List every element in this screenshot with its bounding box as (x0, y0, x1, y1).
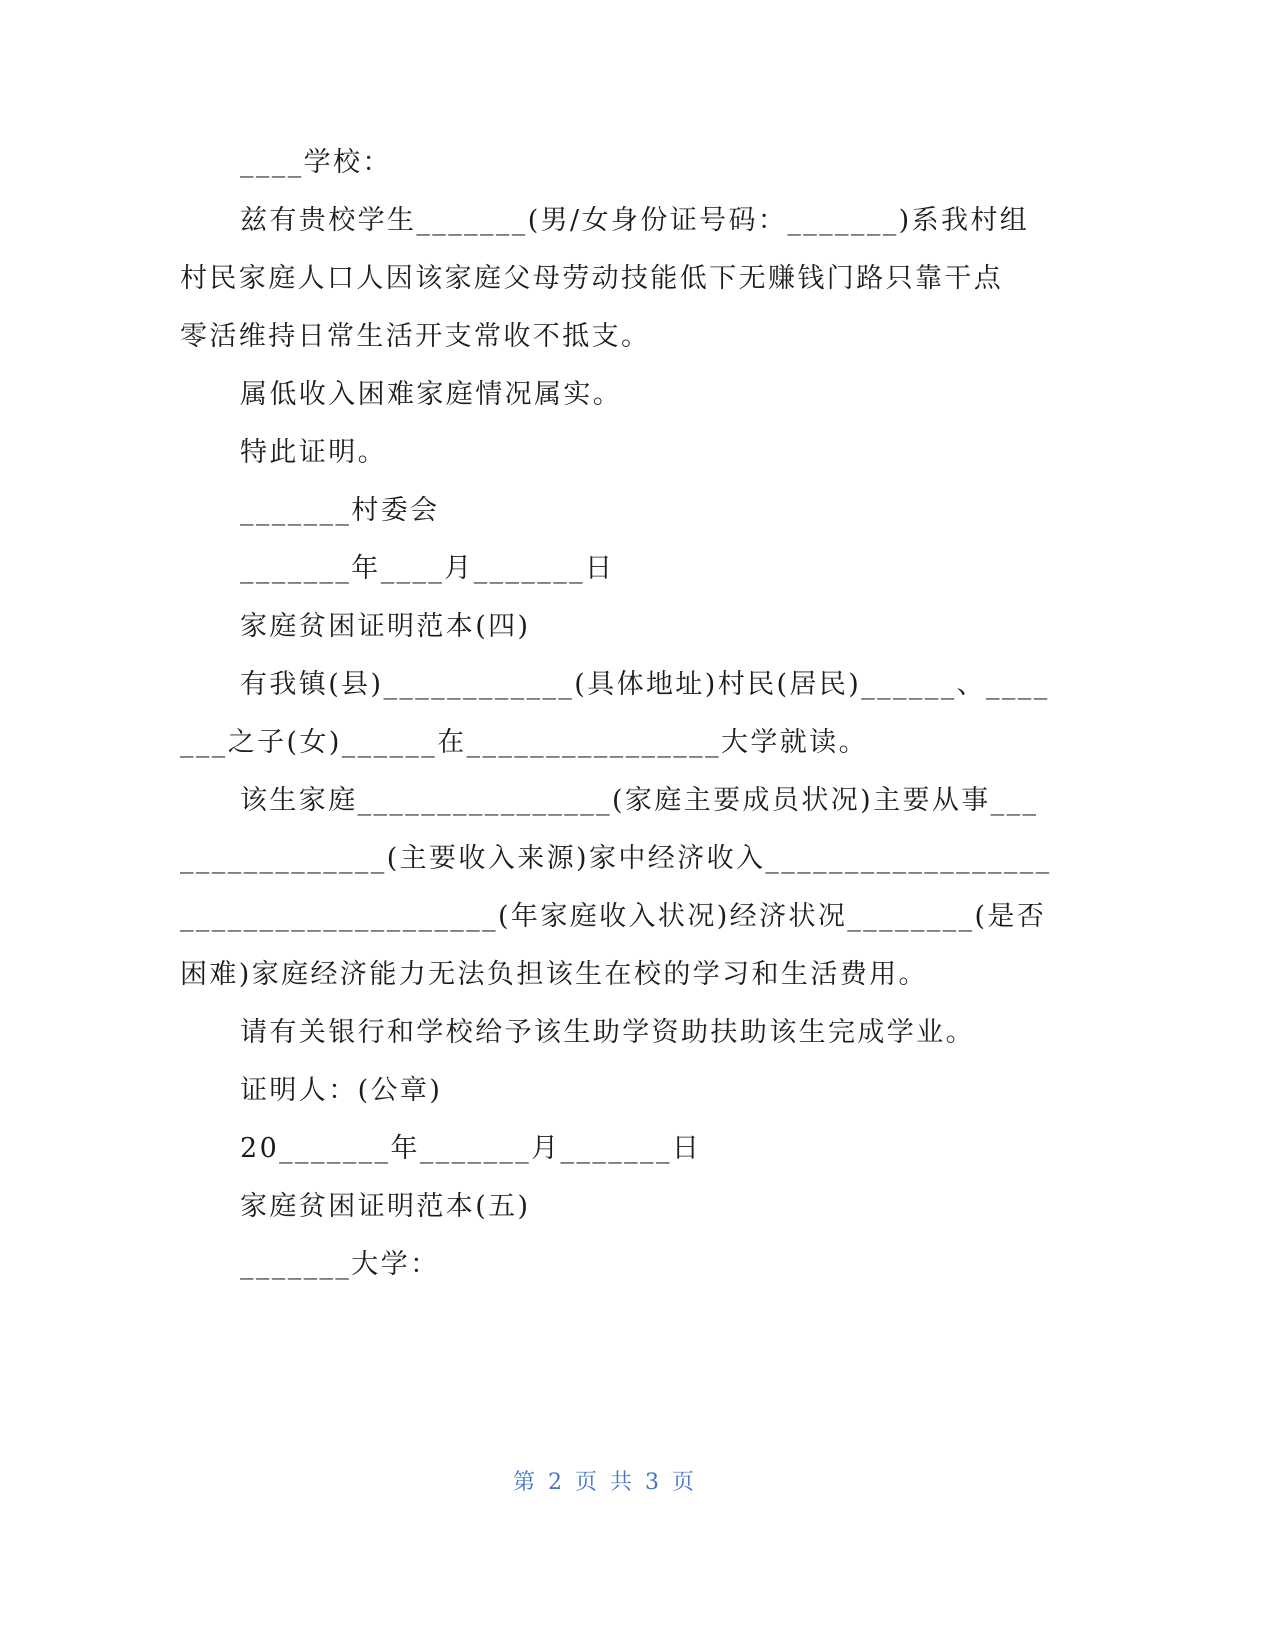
section-heading-sample-4: 家庭贫困证明范本(四) (240, 611, 531, 642)
sample-4-body-line: 该生家庭________________(家庭主要成员状况)主要从事___ (240, 785, 1039, 816)
sample-4-certifier-seal: 证明人：(公章) (240, 1075, 443, 1106)
sample-4-body-line: ___之子(女)______在________________大学就读。 (180, 727, 868, 758)
document-body (180, 134, 1080, 1294)
village-committee-signature: _______村委会 (240, 495, 440, 526)
university-salutation: _______大学： (240, 1249, 440, 1280)
certificate-body-line: 兹有贵校学生_______(男/女身份证号码：_______)系我村组 (240, 205, 1030, 236)
sample-4-request: 请有关银行和学校给予该生助学资助扶助该生完成学业。 (240, 1017, 975, 1048)
sample-4-body-line: ____________________(年家庭收入状况)经济状况________(是否 (180, 901, 1047, 932)
signature-date-line: _______年____月_______日 (240, 553, 615, 584)
section-heading-sample-5: 家庭贫困证明范本(五) (240, 1191, 531, 1222)
school-salutation: ____学校： (240, 147, 392, 178)
sample-4-body-line: _____________(主要收入来源)家中经济收入__________________ (180, 843, 1052, 874)
certificate-body-line: 零活维持日常生活开支常收不抵支。 (180, 321, 651, 352)
sample-4-date-line: 20_______年_______月_______日 (240, 1133, 702, 1164)
page-number-footer: 第 2 页 共 3 页 (513, 1470, 697, 1495)
certificate-body-line: 村民家庭人口人因该家庭父母劳动技能低下无赚钱门路只靠干点 (180, 263, 1004, 294)
sample-4-body-line: 困难)家庭经济能力无法负担该生在校的学习和生活费用。 (180, 959, 928, 990)
sample-4-body-line: 有我镇(县)____________(具体地址)村民(居民)______、____ (240, 669, 1050, 700)
certification-closing: 特此证明。 (240, 437, 387, 468)
verification-statement: 属低收入困难家庭情况属实。 (240, 379, 623, 410)
